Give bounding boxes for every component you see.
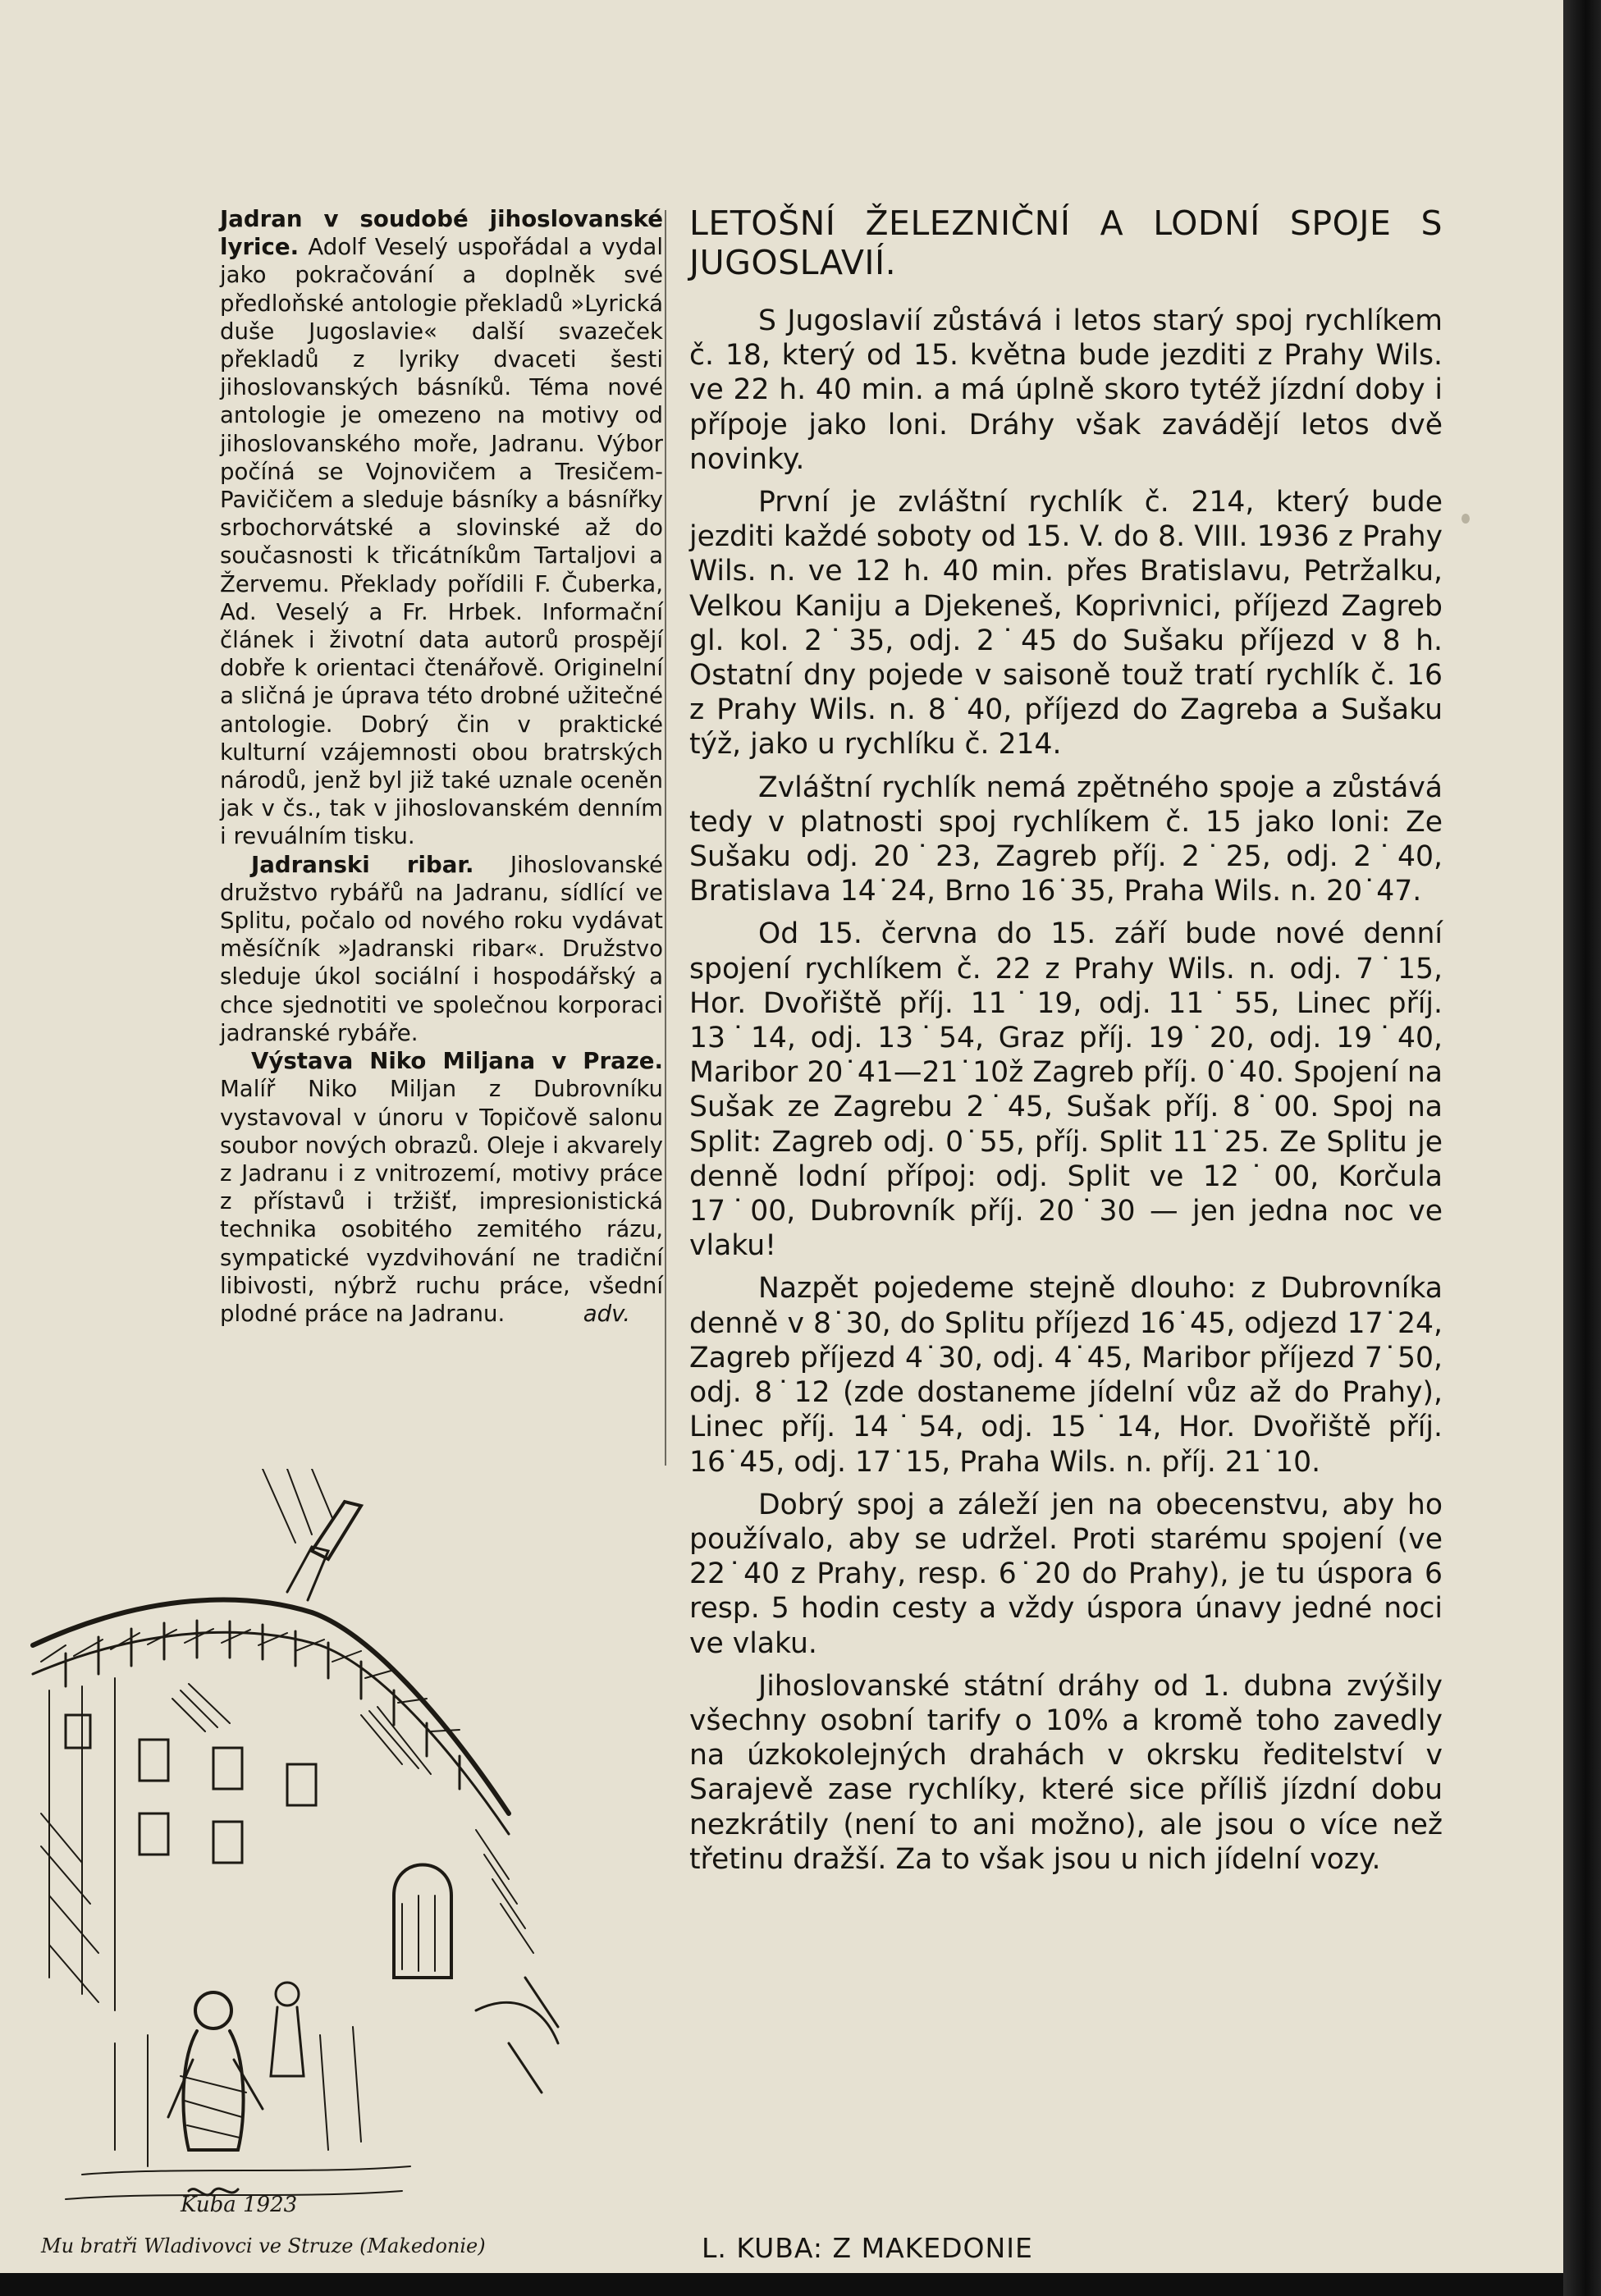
article-title: Výstava Niko Miljana v Praze.	[251, 1047, 663, 1075]
paper-speck	[1461, 514, 1470, 524]
illustration-caption: L. KUBA: Z MAKEDONIE	[702, 2232, 1033, 2264]
paragraph: První je zvláštní rychlík č. 214, který bude jezditi každé soboty od 15. V. do 8. VIII. 1936 z Prahy Wils. n. ve 12 h. 40 min. přes Bratislavu, Petržalku, Velkou Kaniju a Djekeneš, Koprivnici, příjezd Zagreb gl. kol. 2˙35, odj. 2˙45 do Sušaku příjezd v 8 h. Ostatní dny pojede v saisoně touž tratí rychlík č. 16 z Prahy Wils. n. 8˙40, příjezd do Zagreba a Sušaku týž, jako u rychlíku č. 214.	[689, 486, 1443, 762]
article-jadran-lyrika	[220, 205, 663, 851]
handwritten-dedication: Mu bratři Wladivovci ve Struze (Makedonie)	[41, 2234, 486, 2257]
paragraph: Od 15. června do 15. září bude nové denní spojení rychlíkem č. 22 z Prahy Wils. n. odj. 7˙15, Hor. Dvořiště příj. 11˙19, odj. 11˙55, Linec příj. 13˙14, odj. 13˙54, Graz příj. 19˙20, odj. 19˙40, Maribor 20˙41—21˙10ž Zagreb příj. 0˙40. Spojení na Sušak ze Zagrebu 2˙45, Sušak příj. 8˙00. Spoj na Split: Zagreb odj. 0˙55, příj. Split 11˙25. Ze Splitu je denně lodní přípoj: odj. Split ve 12˙00, Korčula 17˙00, Dubrovník příj. 20˙30 — jen jedna noc ve vlaku!	[689, 917, 1443, 1263]
artist-signature: Kuba 1923	[181, 2193, 298, 2217]
column-divider	[665, 210, 666, 1466]
article-body: Malíř Niko Miljan z Dubrovníku vystavoval v únoru v Topičově salonu soubor nových obrazů. Oleje i akvarely z Jadranu i z vnitrozemí, motivy práce z přístavů i tržišť, impresionistická technika osobitého zemitého rázu, sympatické vyzdvihování ne tradiční libivosti, nýbrž ruchu práce, všední plodné práce na Jadranu.	[220, 1075, 663, 1327]
article-jadranski-ribar	[220, 851, 663, 1047]
author-signature: adv.	[583, 1299, 630, 1327]
paragraph: Dobrý spoj a záleží jen na obecenstvu, aby ho používalo, aby se udržel. Proti starému spojení (ve 22˙40 z Prahy, resp. 6˙20 do Prahy), je tu úspora 6 resp. 5 hodin cesty a vždy úspora únavy jedné noci ve vlaku.	[689, 1488, 1443, 1660]
article-title: Jadranski ribar.	[251, 850, 474, 878]
paragraph: Nazpět pojedeme stejně dlouho: z Dubrovníka denně v 8˙30, do Splitu příjezd 16˙45, odjezd 17˙24, Zagreb příjezd 4˙30, odj. 4˙45, Maribor příjezd 7˙50, odj. 8˙12 (zde dostaneme jídelní vůz až do Prahy), Linec příj. 14˙54, odj. 15˙14, Hor. Dvořiště příj. 16˙45, odj. 17˙15, Praha Wils. n. příj. 21˙10.	[689, 1272, 1443, 1479]
paragraph: Zvláštní rychlík nemá zpětného spoje a zůstává tedy v platnosti spoj rychlíkem č. 15 jako loni: Ze Sušaku odj. 20˙23, Zagreb příj. 2˙25, odj. 2˙40, Bratislava 14˙24, Brno 16˙35, Praha Wils. n. 20˙47.	[689, 771, 1443, 908]
left-column	[220, 205, 663, 1328]
article-heading: LETOŠNÍ ŽELEZNIČNÍ A LODNÍ SPOJE S JUGOSLAVIÍ.	[689, 204, 1443, 282]
sketch-illustration	[16, 1469, 689, 2273]
article-title: Jadran v soudobé jihoslovanské lyrice.	[220, 205, 663, 261]
article-vystava-miljana	[220, 1047, 663, 1328]
article-body: Adolf Veselý uspořádal a vydal jako pokračování a doplněk své předloňské antologie překladů »Lyrická duše Jugoslavie« další svazeček překladů z lyriky dvaceti šesti jihoslovanských básníků. Téma nové antologie je omezeno na motivy od jihoslovanského moře, Jadranu. Výbor počíná se Vojnovičem a Tresičem-Pavičičem a sleduje básníky a básnířky srbochorvátské a slovinské až do současnosti k třicátníkům Tartaljovi a Žervemu. Překlady pořídili F. Čuberka, Ad. Veselý a Fr. Hrbek. Informační článek i životní data autorů prospějí dobře k orientaci čtenářově. Originelní a sličná je úprava této drobné užitečné antologie. Dobrý čin v praktické kulturní vzájemnosti obou bratrských národů, jenž byl již také uznale oceněn jak v čs., tak v jihoslovanském denním i revuálním tisku.	[220, 233, 663, 850]
right-column	[689, 204, 1443, 1885]
article-body: Jihoslovanské družstvo rybářů na Jadranu, sídlící ve Splitu, počalo od nového roku vydávat měsíčník »Jadranski ribar«. Družstvo sleduje úkol sociální i hospodářský a chce sjednotiti ve společnou korporaci jadranské rybáře.	[220, 850, 663, 1046]
page-binding-edge	[1563, 0, 1601, 2296]
paragraph: S Jugoslavií zůstává i letos starý spoj rychlíkem č. 18, který od 15. května bude jezditi z Prahy Wils. ve 22 h. 40 min. a má úplně skoro tytéž jízdní doby i přípoje jako loni. Dráhy však zavádějí letos dvě novinky.	[689, 304, 1443, 476]
page-bottom-edge	[0, 2273, 1563, 2296]
paragraph: Jihoslovanské státní dráhy od 1. dubna zvýšily všechny osobní tarify o 10% a kromě toho zavedly na úzkokolejných drahách v okrsku ředitelství v Sarajevě zase rychlíky, které sice příliš jízdní dobu nezkrátily (není to ani možno), ale jsou o více než třetinu dražší. Za to však jsou u nich jídelní vozy.	[689, 1669, 1443, 1876]
